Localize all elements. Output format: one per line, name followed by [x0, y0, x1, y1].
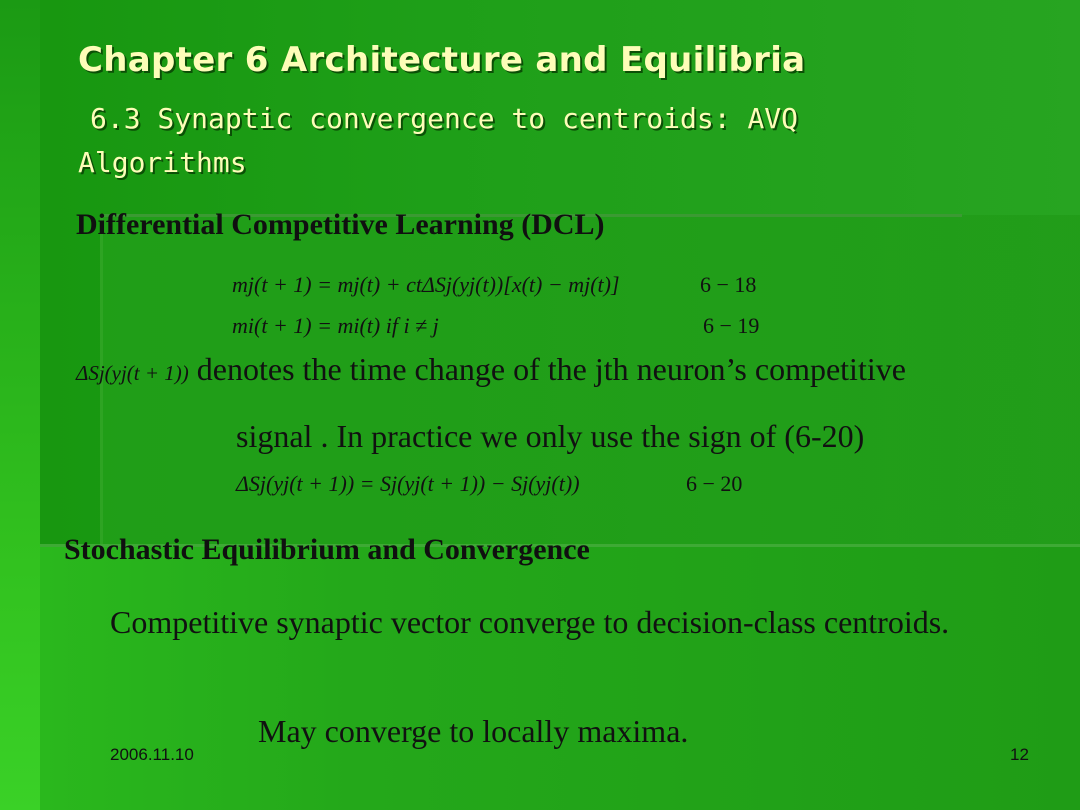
convergence-paragraph: Competitive synaptic vector converge to decision-class centroids. — [110, 604, 950, 640]
description-text: denotes the time change of the jth neuron’s competitive — [196, 351, 906, 387]
footer-date: 2006.11.10 — [110, 745, 194, 764]
equation-number-6-20: 6 − 20 — [686, 471, 743, 496]
dcl-description-line1 — [76, 351, 906, 388]
stochastic-heading: Stochastic Equilibrium and Convergence — [64, 533, 590, 566]
equation-number-6-18: 6 − 18 — [700, 272, 757, 297]
slide-title: Chapter 6 Architecture and Equilibria — [78, 40, 806, 80]
decorative-left-bar — [0, 0, 40, 810]
equation-6-20: ΔSj(yj(t + 1)) = Sj(yj(t + 1)) − Sj(yj(t)) — [236, 471, 580, 496]
decorative-lower-panel — [40, 545, 1080, 810]
dcl-heading: Differential Competitive Learning (DCL) — [76, 208, 605, 241]
equation-number-6-19: 6 − 19 — [703, 313, 760, 338]
page-number: 12 — [1010, 745, 1029, 764]
slide-subtitle: 6.3 Synaptic convergence to centroids: AVQ Algorithms — [78, 102, 799, 179]
delta-signal-expr: ΔSj(yj(t + 1)) — [76, 361, 189, 385]
equation-6-19: mi(t + 1) = mi(t) if i ≠ j — [232, 313, 439, 338]
equation-6-18: mj(t + 1) = mj(t) + ctΔSj(yj(t))[x(t) − mj(t)] — [232, 272, 620, 297]
convergence-note: May converge to locally maxima. — [258, 713, 689, 749]
dcl-description-line2: signal . In practice we only use the sign of (6-20) — [236, 418, 865, 454]
